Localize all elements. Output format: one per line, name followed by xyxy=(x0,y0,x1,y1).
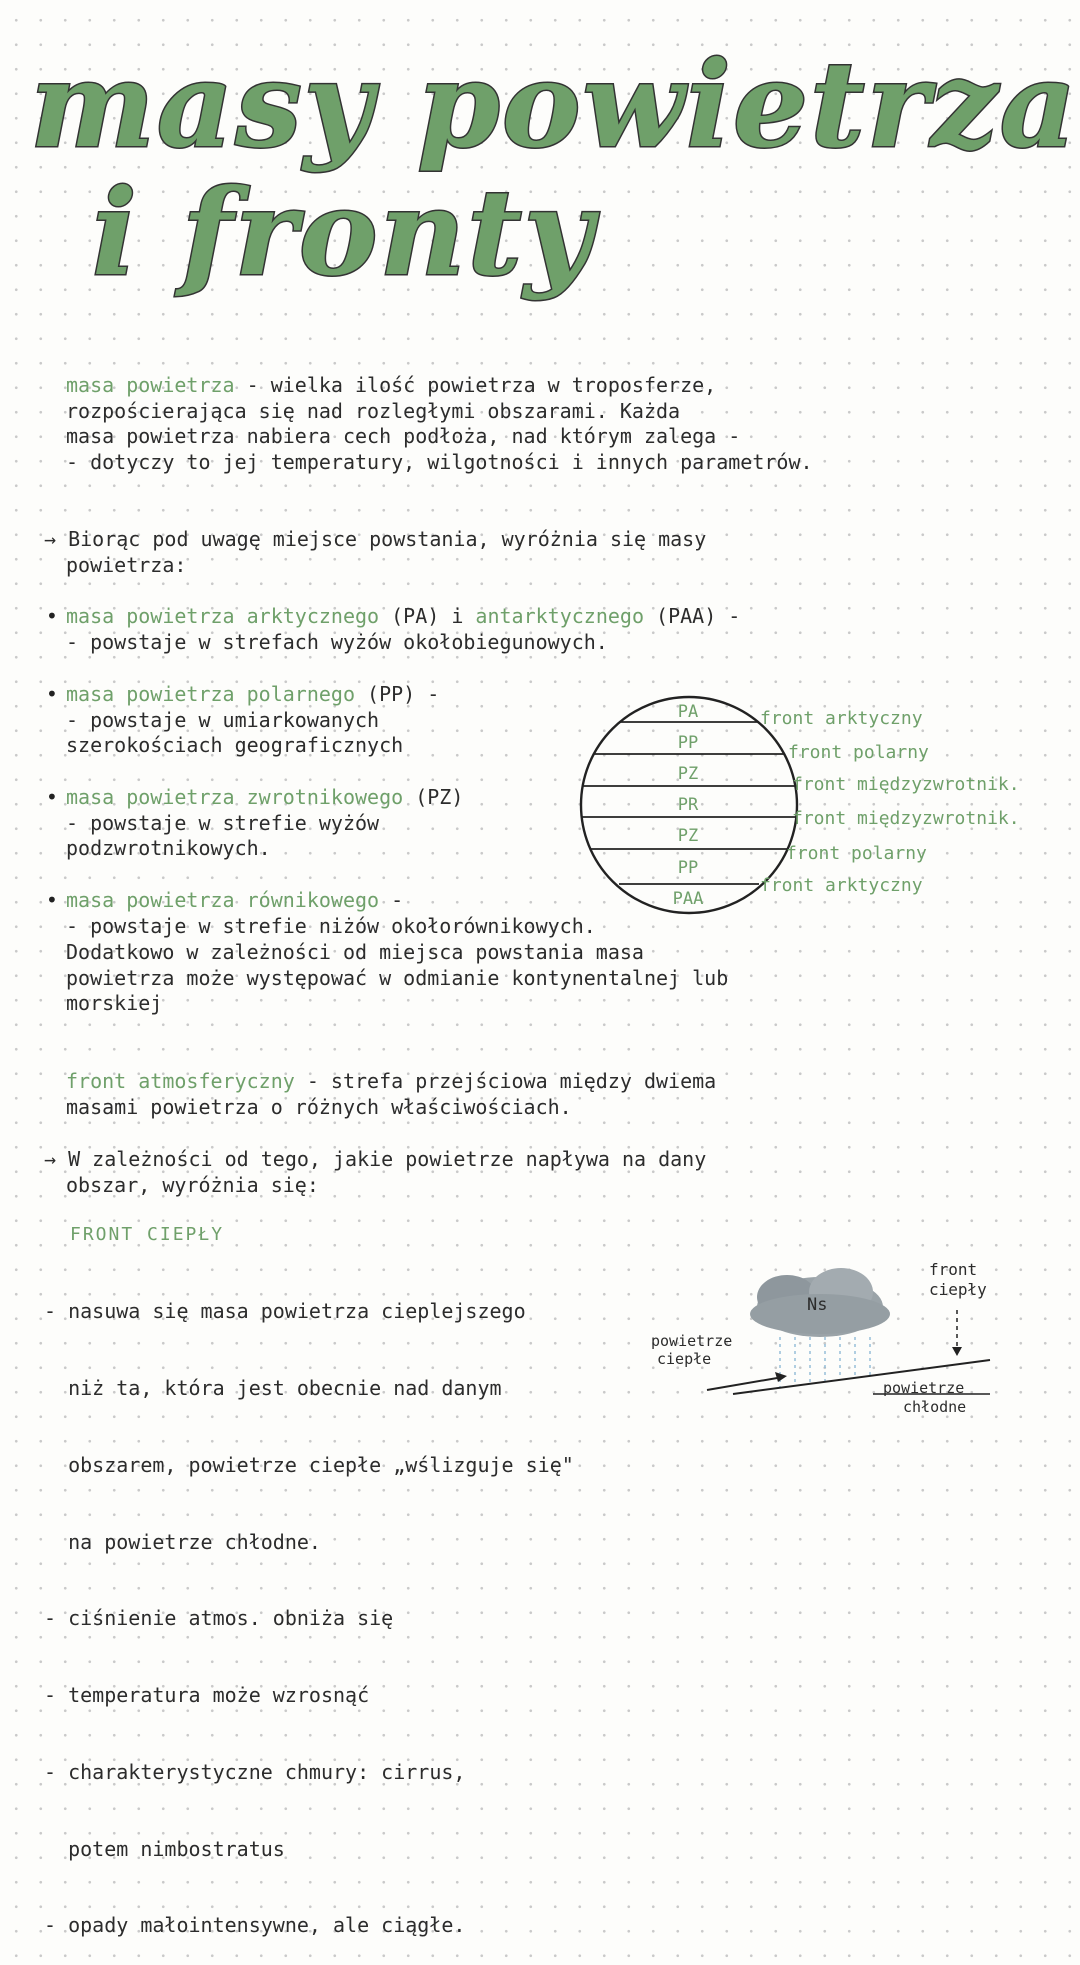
warm-front-item: potem nimbostratus xyxy=(44,1836,285,1861)
mass-polar xyxy=(66,682,439,759)
front-label-arctic-s: front arktyczny xyxy=(760,875,923,896)
page-title-line1: masy powietrza xyxy=(30,35,1079,174)
warm-front-label-1: front xyxy=(929,1260,978,1279)
page-title-line2: i fronty xyxy=(92,163,595,302)
front-intro xyxy=(44,1147,706,1198)
definition-line1-text: - wielka ilość powietrza w troposferze, xyxy=(234,373,717,397)
mass-equatorial xyxy=(66,888,596,939)
mass-arctic xyxy=(66,604,740,655)
globe-layer-pz2: PZ xyxy=(677,826,699,846)
front-label-polar-s: front polarny xyxy=(786,843,927,864)
rain-icon xyxy=(780,1337,870,1387)
mass-tropical-line3: podzwrotnikowych. xyxy=(66,836,271,861)
globe-layer-paa: PAA xyxy=(672,889,704,909)
front-def-line1: - strefa przejściowa między dwiema xyxy=(294,1069,717,1093)
globe-layer-pr: PR xyxy=(677,795,699,815)
front-def-line2: masami powietrza o różnych właściwościach. xyxy=(66,1094,572,1119)
mass-arctic-line2: - powstaje w strefach wyżów okołobiegunowych. xyxy=(66,629,608,654)
front-intro-line2: obszar, wyróżnia się: xyxy=(66,1172,319,1197)
air-mass-definition xyxy=(66,373,813,475)
mass-polar-name: masa powietrza polarnego xyxy=(66,682,355,706)
mass-arctic-mid: (PA) i xyxy=(379,604,476,628)
definition-line1 xyxy=(66,373,813,399)
definition-line3: masa powietrza nabiera cech podłoża, nad którym zalega - xyxy=(66,424,741,449)
mass-polar-line2: - powstaje w umiarkowanych xyxy=(66,707,380,732)
front-down-arrow-icon xyxy=(952,1310,962,1356)
globe-layer-pz: PZ xyxy=(677,764,699,784)
globe-layer-pp: PP xyxy=(677,733,699,753)
mass-arctic-name: masa powietrza arktycznego xyxy=(66,604,380,628)
warm-front-label-2: ciepły xyxy=(929,1280,987,1299)
mass-polar-line3: szerokościach geograficznych xyxy=(66,733,404,758)
warm-front-item: - charakterystyczne chmury: cirrus, xyxy=(44,1759,466,1784)
mass-tropical-abbr: (PZ) xyxy=(403,785,464,809)
term-air-mass: masa powietrza xyxy=(66,373,235,397)
origin-intro-line1: Biorąc pod uwagę miejsce powstania, wyróżnia się masy xyxy=(68,527,707,551)
warm-air-label-2: ciepłe xyxy=(657,1350,712,1368)
term-atmospheric-front: front atmosferyczny xyxy=(66,1069,295,1093)
arrow-icon-2: → xyxy=(44,1147,57,1171)
mass-tropical-name: masa powietrza zwrotnikowego xyxy=(66,785,404,809)
mass-equatorial-line2: - powstaje w strefie niżów okołorównikowych. xyxy=(66,913,596,938)
warm-front-item: - opady małointensywne, ale ciągłe. xyxy=(44,1913,466,1938)
arrow-icon: → xyxy=(44,527,57,551)
mass-tropical xyxy=(66,785,463,862)
warm-front-list xyxy=(44,1248,574,1965)
globe-layer-pa: PA xyxy=(677,702,699,722)
warm-front-diagram xyxy=(645,1252,1005,1427)
front-intro-line1: W zależności od tego, jakie powietrze napływa na dany xyxy=(68,1147,707,1171)
mass-equatorial-abbr: - xyxy=(379,888,404,912)
mass-tropical-line2: - powstaje w strefie wyżów xyxy=(66,810,380,835)
warm-front-heading: FRONT CIEPŁY xyxy=(70,1224,225,1245)
warm-air-label-1: powietrze xyxy=(651,1332,733,1350)
globe-layer-pp2: PP xyxy=(677,858,699,878)
mass-equatorial-name: masa powietrza równikowego xyxy=(66,888,380,912)
addition-line1: Dodatkowo w zależności od miejsca powstania masa xyxy=(66,940,644,964)
cold-air-label-2: chłodne xyxy=(903,1398,967,1416)
mass-polar-abbr: (PP) - xyxy=(354,682,440,706)
front-label-tropic-s: front międzyzwrotnik. xyxy=(792,808,1020,829)
mass-arctic-abbr: (PAA) - xyxy=(643,604,741,628)
warm-front-item: - temperatura może wzrosnąć xyxy=(44,1683,370,1708)
warm-air-arrow-icon xyxy=(707,1372,787,1390)
mass-antarctic-name: antarktycznego xyxy=(475,604,644,628)
addition-note xyxy=(66,940,728,1017)
origin-intro xyxy=(44,527,706,578)
addition-line2: powietrza może występować w odmianie kontynentalnej lub xyxy=(66,965,729,990)
definition-line2: rozpościerająca się nad rozległymi obszarami. Każda xyxy=(66,398,681,423)
front-label-polar-n: front polarny xyxy=(788,742,929,763)
warm-front-item: - ciśnienie atmos. obniża się xyxy=(44,1606,394,1631)
cold-air-label-1: powietrze xyxy=(883,1379,965,1397)
warm-front-item: - nasuwa się masa powietrza cieplejszego xyxy=(44,1299,526,1324)
origin-intro-line2: powietrza: xyxy=(66,552,187,577)
warm-front-item: niż ta, która jest obecnie nad danym xyxy=(44,1375,502,1400)
front-label-arctic-n: front arktyczny xyxy=(760,708,923,729)
addition-line3: morskiej xyxy=(66,991,163,1016)
definition-line4: - dotyczy to jej temperatury, wilgotności i innych parametrów. xyxy=(66,449,813,474)
front-label-tropic-n: front międzyzwrotnik. xyxy=(792,774,1020,795)
front-definition xyxy=(66,1069,716,1120)
cloud-label: Ns xyxy=(807,1295,828,1315)
warm-front-item: obszarem, powietrze ciepłe „wślizguje się" xyxy=(44,1452,574,1477)
warm-front-item: na powietrze chłodne. xyxy=(44,1529,321,1554)
